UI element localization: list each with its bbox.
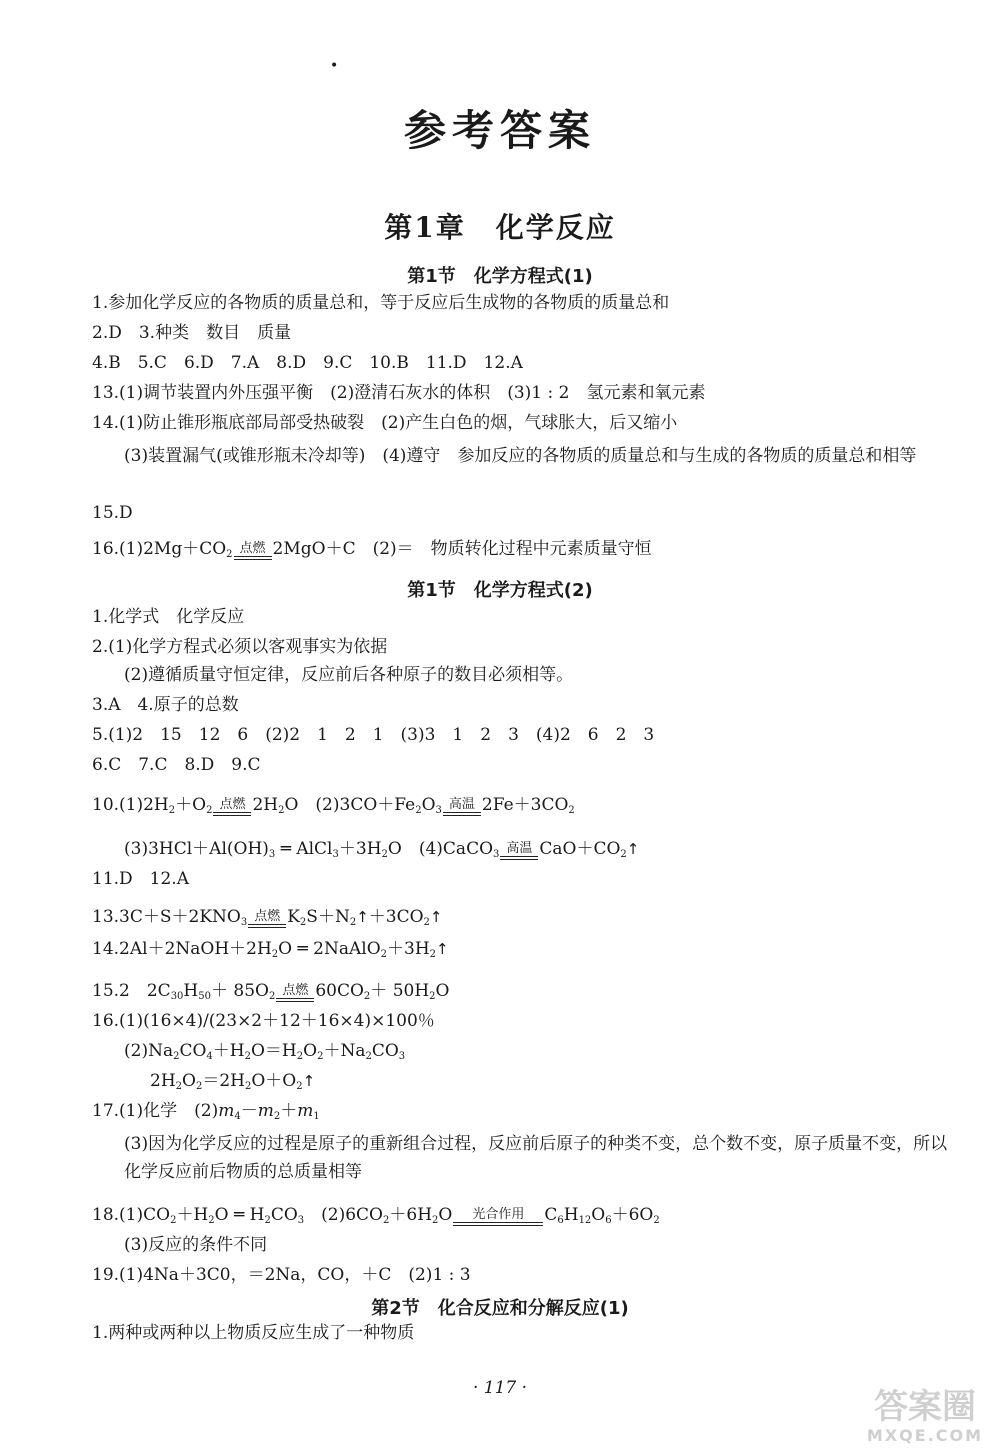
answer-14-continued: (3)装置漏气(或锥形瓶未冷却等) (4)遵守 参加反应的各物质的质量总和与生成的各物质的质量总和相等 bbox=[124, 446, 917, 466]
answer-b18: $18.(1)CO_2+H_2O$ ═ $H_2CO_3$ $(2)6CO_2+6H_2O$ 光合作用 $C_6H_{12}O_6+6O_2$ bbox=[92, 1205, 660, 1226]
answer-b19: 19.(1)4Na＋3C0，＝2Na，CO，＋C (2)1 : 3 bbox=[92, 1265, 471, 1285]
answer-b11-12: 11.D 12.A bbox=[92, 869, 189, 889]
answer-b6-9: 6.C 7.C 8.D 9.C bbox=[92, 755, 261, 775]
section-heading-2: 第1节 化学方程式(2) bbox=[407, 580, 593, 601]
watermark-text: 答案圈 bbox=[874, 1387, 976, 1427]
answer-b3-4: 3.A 4.原子的总数 bbox=[92, 695, 239, 715]
answer-b16: 16.(1)(16×4)/(23×2＋12＋16×4)×100％ bbox=[92, 1011, 435, 1031]
chapter-title: 第1章 化学反应 bbox=[384, 211, 616, 244]
answer-b16-part2: $(2)Na_2CO_4+H_2O=H_2O_2+Na_2CO_3$ bbox=[124, 1041, 406, 1062]
section-heading-1: 第1节 化学方程式(1) bbox=[407, 266, 593, 287]
answer-b2: 2.(1)化学方程式必须以客观事实为依据 bbox=[92, 637, 388, 657]
answer-2-3: 2.D 3.种类 数目 质量 bbox=[92, 323, 292, 343]
answer-1: 1.参加化学反应的各物质的质量总和，等于反应后生成物的各物质的质量总和 bbox=[92, 293, 670, 313]
page-number: · 117 · bbox=[472, 1378, 528, 1398]
section-heading-3: 第2节 化合反应和分解反应(1) bbox=[371, 1298, 629, 1319]
answer-14: 14.(1)防止锥形瓶底部局部受热破裂 (2)产生白色的烟，气球胀大，后又缩小 bbox=[92, 413, 678, 433]
watermark-url: MXQE.COM bbox=[866, 1426, 984, 1445]
answer-b1: 1.化学式 化学反应 bbox=[92, 607, 245, 627]
answer-b5: 5.(1)2 15 12 6 (2)2 1 2 1 (3)3 1 2 3 (4)2 6 2 3 bbox=[92, 725, 655, 745]
answer-16: $16.(1)2Mg+CO_2$ 点燃 2MgO＋C (2)＝ 物质转化过程中元素质量守恒 bbox=[92, 539, 652, 560]
answer-4-12: 4.B 5.C 6.D 7.A 8.D 9.C 10.B 11.D 12.A bbox=[92, 353, 523, 373]
page-title: 参考答案 bbox=[403, 106, 596, 155]
stray-dot: • bbox=[330, 58, 339, 74]
answer-b2-continued: (2)遵循质量守恒定律，反应前后各种原子的数目必须相等。 bbox=[124, 665, 574, 685]
answer-c1: 1.两种或两种以上物质反应生成了一种物质 bbox=[92, 1323, 415, 1343]
answer-15: 15.D bbox=[92, 503, 133, 523]
answer-b15: 15.2 $2C_{30}H_{50}+ 85O_2$ 点燃 $60CO_2+ 50H_2O$ bbox=[92, 981, 450, 1002]
answer-b13: $13.3C+S+2KNO_3$ 点燃 $K_2S+N_2↑+3CO_2↑$ bbox=[92, 907, 443, 928]
answer-b10-continued: $(3)3HCl+Al(OH)_3$ ═ $AlCl_3+3H_2O$ (4)CaCO$_3$ 高温 $CaO+CO_2↑$ bbox=[124, 839, 640, 860]
answer-13: 13.(1)调节装置内外压强平衡 (2)澄清石灰水的体积 (3)1 : 2 氢元素和氧元素 bbox=[92, 383, 706, 403]
answer-b10: $10.(1)2H_2+O_2$ 点燃 $2H_2O$ $(2)3CO+Fe_2O_3$ 高温 $2Fe+3CO_2$ bbox=[92, 795, 575, 816]
answer-b17: 17.(1)化学 $(2)m_4-m_2+m_1$ bbox=[92, 1101, 320, 1122]
watermark-logo bbox=[860, 1388, 990, 1446]
answer-b17-continued: (3)因为化学反应的过程是原子的重新组合过程，反应前后原子的种类不变，总个数不变，原子质量不变，所以化学反应前后物质的总质量相等 bbox=[124, 1134, 948, 1182]
answer-b16-part3: $2H_2O_2=2H_2O+O_2↑$ bbox=[150, 1071, 316, 1092]
answer-b14: $14.2Al+2NaOH+2H_2O$ ═ $2NaAlO_2+3H_2↑$ bbox=[92, 939, 449, 960]
answer-b18-continued: (3)反应的条件不同 bbox=[124, 1235, 268, 1255]
